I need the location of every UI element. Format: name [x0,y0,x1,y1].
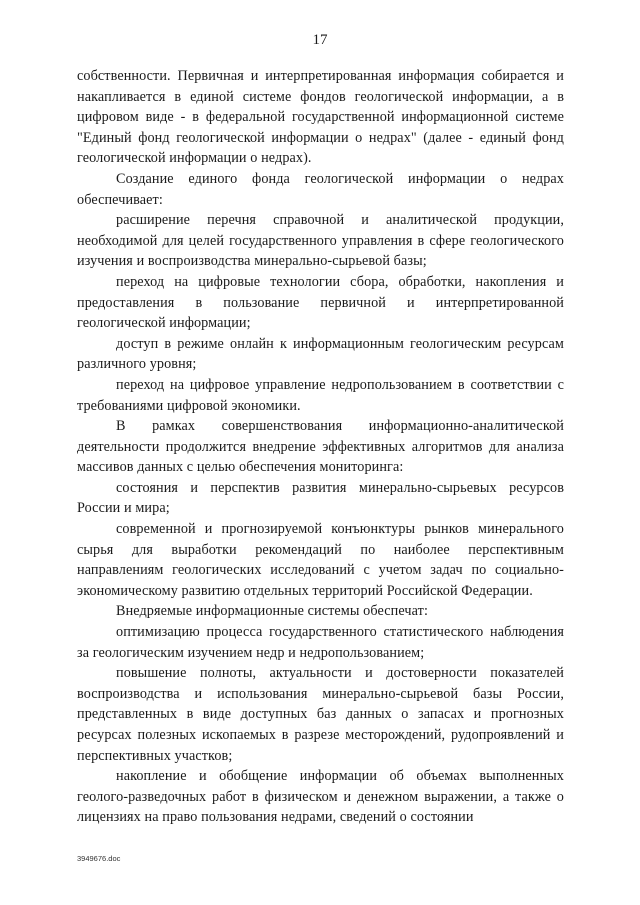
list-item: накопление и обобщение информации об объемах выполненных геолого-разведочных работ в физическом и денежном выражении, а также о лицензиях на право пользования недрами, сведений о состоянии [77,768,564,826]
list-item: современной и прогнозируемой конъюнктуры рынков минерального сырья для выработки рекомендаций по наиболее перспективным направлениям геологических исследований с учетом задач по социально-экономическому развитию отдельных территорий Российской Федерации. [77,521,564,599]
list-item: расширение перечня справочной и аналитической продукции, необходимой для целей государственного управления в сфере геологического изучения и воспроизводства минерально-сырьевой базы; [77,212,564,270]
paragraph: Внедряемые информационные системы обеспечат: [116,603,428,620]
paragraph: Создание единого фонда геологической информации о недрах обеспечивает: [77,170,564,208]
page-number: 17 [312,32,328,48]
paragraph-continuation: собственности. Первичная и интерпретированная информация собирается и накапливается в единой системе фондов геологической информации, а в цифровом виде - в федеральной государственной информационной системе "Единый фонд геологической информации о недрах" (далее - единый фонд геологической информации о недрах). [77,68,564,167]
document-body [77,66,564,828]
paragraph: В рамках совершенствования информационно-аналитической деятельности продолжится внедрение эффективных алгоритмов для анализа массивов данных с целью обеспечения мониторинга: [77,418,564,476]
list-item: доступ в режиме онлайн к информационным геологическим ресурсам различного уровня; [77,335,564,373]
list-item: состояния и перспектив развития минерально-сырьевых ресурсов России и мира; [77,479,564,517]
document-file-id: 3949676.doc [77,854,121,863]
list-item: оптимизацию процесса государственного статистического наблюдения за геологическим изучением недр и недропользованием; [77,624,564,661]
list-item: повышение полноты, актуальности и достоверности показателей воспроизводства и использования минерально-сырьевой базы России, представленных в виде доступных баз данных о запасах и прогнозных ресурсах полезных ископаемых в разрезе месторождений, рудопроявлений и перспективных участков; [77,665,564,764]
list-item: переход на цифровые технологии сбора, обработки, накопления и предоставления в пользование первичной и интерпретированной геологической информации; [77,273,564,332]
list-item: переход на цифровое управление недропользованием в соответствии с требованиями цифровой экономики. [77,376,564,414]
